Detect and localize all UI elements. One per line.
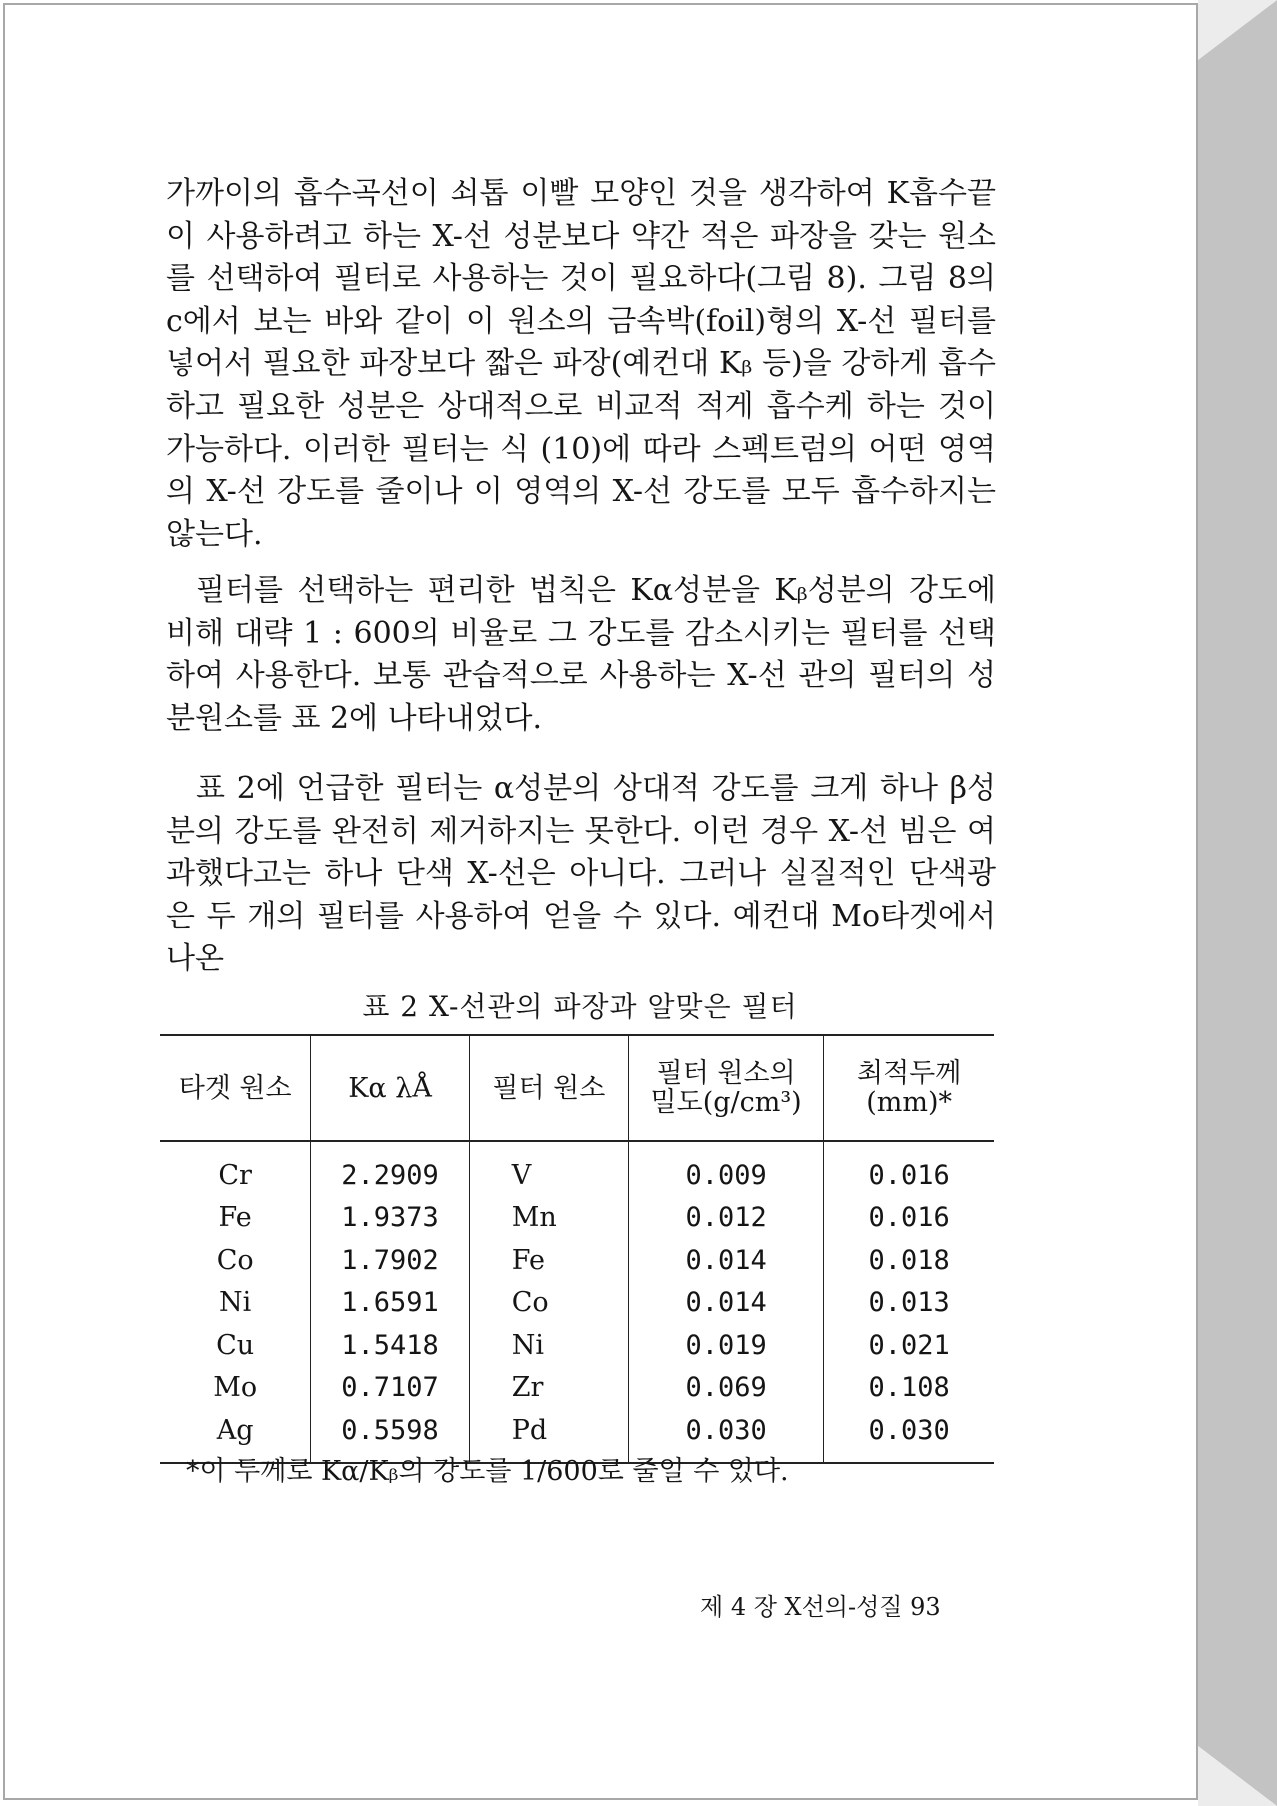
header-filter: 필터 원소	[469, 1035, 628, 1141]
cell-density: 0.030	[628, 1409, 823, 1463]
cell-wavelength: 0.5598	[311, 1409, 469, 1463]
table-header-row	[160, 1035, 994, 1141]
cell-filter: Fe	[469, 1239, 628, 1282]
paragraph-2: 필터를 선택하는 편리한 법칙은 Kα성분을 Kᵦ성분의 강도에 비해 대략 1 : 600의 비율로 그 강도를 감소시키는 필터를 선택하여 사용한다. 보통 관습적으로 사용하는 X-선 관의 필터의 성분원소를 표 2에 나타내었다.	[166, 573, 996, 736]
cell-target: Cu	[160, 1324, 311, 1367]
cell-filter: Pd	[469, 1409, 628, 1463]
cell-wavelength: 0.7107	[311, 1367, 469, 1410]
table-title: 표 2 X-선관의 파장과 알맞은 필터	[362, 990, 798, 1023]
cell-thickness: 0.018	[868, 1244, 950, 1276]
cell-wavelength: 2.2909	[311, 1141, 469, 1197]
cell-density: 0.069	[628, 1367, 823, 1410]
cell-density: 0.014	[628, 1282, 823, 1325]
cell-density: 0.012	[628, 1197, 823, 1240]
cell-filter: Zr	[469, 1367, 628, 1410]
header-thickness-line1: 최적두께	[856, 1058, 962, 1089]
header-thickness-line2: (mm)*	[866, 1087, 953, 1118]
cell-wavelength: 1.5418	[311, 1324, 469, 1367]
cell-wavelength: 1.7902	[311, 1239, 469, 1282]
table-row	[160, 1367, 994, 1410]
filter-table	[160, 1034, 994, 1464]
cell-target: Fe	[160, 1197, 311, 1240]
header-thickness	[824, 1035, 994, 1141]
cell-target: Cr	[160, 1141, 311, 1197]
cell-thickness: 0.013	[868, 1287, 950, 1319]
cell-thickness: 0.021	[868, 1329, 950, 1361]
cell-filter: Ni	[469, 1324, 628, 1367]
cell-wavelength: 1.9373	[311, 1197, 469, 1240]
cell-density: 0.009	[628, 1141, 823, 1197]
header-density-line1: 필터 원소의	[656, 1058, 796, 1089]
header-density	[628, 1035, 823, 1141]
cell-target: Co	[160, 1239, 311, 1282]
header-target: 타겟 원소	[160, 1035, 311, 1141]
table-row	[160, 1239, 994, 1282]
table-footnote: *이 두께로 Kα/Kᵦ의 강도를 1/600로 줄일 수 있다.	[186, 1456, 789, 1487]
page-footer: 제 4 장 X선의-성질 93	[700, 1593, 941, 1621]
paragraph-1: 가까이의 흡수곡선이 쇠톱 이빨 모양인 것을 생각하여 K흡수끝이 사용하려고 하는 X-선 성분보다 약간 적은 파장을 갖는 원소를 선택하여 필터로 사용하는 것이 필요하다(그림 8). 그림 8의 c에서 보는 바와 같이 이 원소의 금속박(foil)형의 X-선 필터를 넣어서 필요한 파장보다 짧은 파장(예컨대 Kᵦ 등)을 강하게 흡수하고 필요한 성분은 상대적으로 비교적 적게 흡수케 하는 것이 가능하다. 이러한 필터는 식 (10)에 따라 스펙트럼의 어떤 영역의 X-선 강도를 줄이나 이 영역의 X-선 강도를 모두 흡수하지는 않는다.	[166, 176, 996, 552]
cell-target: Ni	[160, 1282, 311, 1325]
cell-density: 0.019	[628, 1324, 823, 1367]
paragraph-3: 표 2에 언급한 필터는 α성분의 상대적 강도를 크게 하나 β성분의 강도를 완전히 제거하지는 못한다. 이런 경우 X-선 빔은 여과했다고는 하나 단색 X-선은 아니다. 그러나 실질적인 단색광은 두 개의 필터를 사용하여 얻을 수 있다. 예컨대 Mo타겟에서 나온	[166, 771, 996, 977]
table-row	[160, 1141, 994, 1197]
cell-wavelength: 1.6591	[311, 1282, 469, 1325]
cell-thickness: 0.108	[868, 1372, 950, 1404]
cell-thickness: 0.016	[868, 1202, 950, 1234]
cell-thickness: 0.016	[868, 1159, 950, 1191]
cell-filter: Co	[469, 1282, 628, 1325]
table-row	[160, 1324, 994, 1367]
table-row	[160, 1197, 994, 1240]
cell-filter: Mn	[469, 1197, 628, 1240]
table-row	[160, 1282, 994, 1325]
cell-target: Mo	[160, 1367, 311, 1410]
cell-filter: V	[469, 1141, 628, 1197]
cell-density: 0.014	[628, 1239, 823, 1282]
header-wavelength: Kα λÅ	[311, 1035, 469, 1141]
cell-target: Ag	[160, 1409, 311, 1463]
header-density-line2: 밀도(g/cm³)	[650, 1087, 802, 1118]
cell-thickness: 0.030	[824, 1409, 994, 1463]
